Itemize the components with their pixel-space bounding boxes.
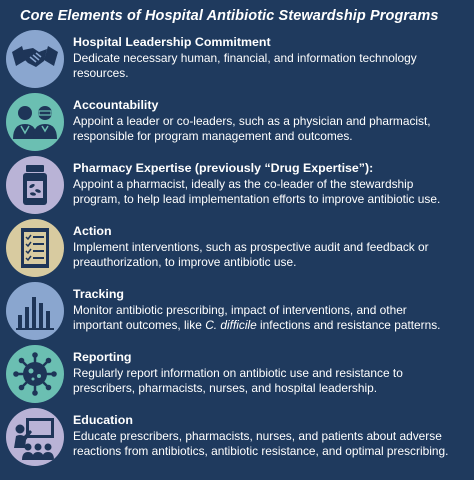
list-item-tracking xyxy=(6,284,464,347)
item-description: Appoint a leader or co-leaders, such as a physician and pharmacist, responsible for program management and outcomes. xyxy=(73,114,431,143)
item-description: Implement interventions, such as prospective audit and feedback or preauthorization, to improve antibiotic use. xyxy=(73,240,429,269)
checklist-icon xyxy=(6,219,64,277)
item-heading: Accountability xyxy=(73,98,159,112)
presentation-icon xyxy=(6,408,64,466)
list-item-reporting xyxy=(6,347,464,410)
pill-bottle-icon xyxy=(6,156,64,214)
item-heading: Education xyxy=(73,413,133,427)
list-item-accountability xyxy=(6,95,464,158)
list-item-leadership xyxy=(6,32,464,95)
list-item-pharmacy-expertise xyxy=(6,158,464,221)
physician-pharmacist-icon xyxy=(6,93,64,151)
item-description: Regularly report information on antibiotic use and resistance to prescribers, pharmacists, nurses, and hospital leadership. xyxy=(73,366,403,395)
item-description xyxy=(73,303,453,332)
item-heading: Tracking xyxy=(73,287,124,301)
list-item-action xyxy=(6,221,464,284)
item-description: Dedicate necessary human, financial, and information technology resources. xyxy=(73,51,417,80)
virus-icon xyxy=(6,345,64,403)
item-heading: Reporting xyxy=(73,350,132,364)
item-description: Appoint a pharmacist, ideally as the co-leader of the stewardship program, to help lead implementation efforts to improve antibiotic use. xyxy=(73,177,441,206)
item-heading: Pharmacy Expertise (previously “Drug Expertise”): xyxy=(73,161,374,175)
item-heading: Action xyxy=(73,224,112,238)
item-heading: Hospital Leadership Commitment xyxy=(73,35,271,49)
item-description: Educate prescribers, pharmacists, nurses, and patients about adverse reactions from antibiotics, antibiotic resistance, and optimal prescribing. xyxy=(73,429,449,458)
desc-text: infections and resistance patterns. xyxy=(256,317,441,332)
list-item-education xyxy=(6,410,464,473)
bar-chart-icon xyxy=(6,282,64,340)
page-title: Core Elements of Hospital Antibiotic Stewardship Programs xyxy=(20,8,439,24)
desc-emphasis: C. difficile xyxy=(205,317,257,332)
desc-text: Monitor antibiotic prescribing, impact of interventions, and other important outcomes, like xyxy=(73,303,407,332)
handshake-icon xyxy=(6,30,64,88)
